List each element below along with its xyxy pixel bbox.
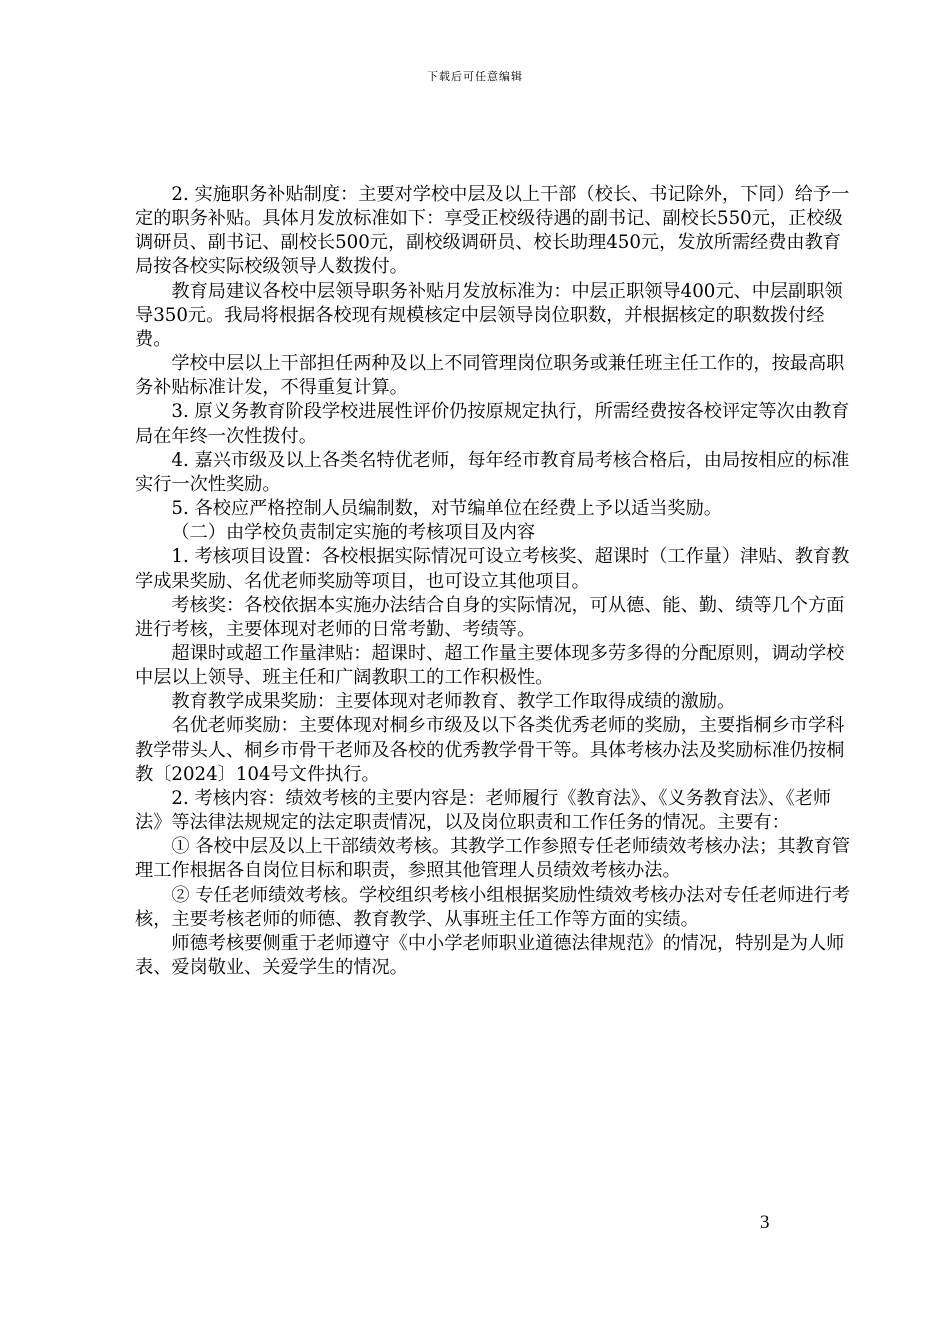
paragraph-cadre-assessment: ① 各校中层及以上干部绩效考核。其教学工作参照专任老师绩效考核办法；其教育管理工作根据各自岗位目标和职责，参照其他管理人员绩效考核办法。 xyxy=(135,836,851,882)
paragraph-assessment-bonus: 考核奖：各校依据本实施办法结合自身的实际情况，可从德、能、勤、绩等几个方面进行考核，主要体现对老师的日常考勤、考绩等。 xyxy=(135,594,845,640)
paragraph-developmental-evaluation: 3. 原义务教育阶段学校进展性评价仍按原规定执行，所需经费按各校评定等次由教育局在年终一次性拨付。 xyxy=(135,401,850,447)
paragraph-teacher-assessment: ② 专任老师绩效考核。学校组织考核小组根据奖励性绩效考核办法对专任老师进行考核，主要考核老师的师德、教育教学、从事班主任工作等方面的实绩。 xyxy=(135,884,851,930)
page-header: 下载后可任意编辑 xyxy=(427,70,523,83)
paragraph-middle-level-allowance: 教育局建议各校中层领导职务补贴月发放标准为：中层正职领导400元、中层副职领导350元。我局将根据各校现有规模核定中层领导岗位职数，并根据核定的职数拨付经费。 xyxy=(135,280,843,350)
document-body xyxy=(135,183,855,980)
paragraph-ethics-assessment: 师德考核要侧重于老师遵守《中小学老师职业道德法律规范》的情况，特别是为人师表、爱岗敬业、关爱学生的情况。 xyxy=(135,932,845,978)
paragraph-famous-teachers: 4. 嘉兴市级及以上各类名特优老师，每年经市教育局考核合格后，由局按相应的标准实行一次性奖励。 xyxy=(135,449,850,495)
page-number: 3 xyxy=(760,1212,770,1233)
paragraph-teaching-achievement: 教育教学成果奖励：主要体现对老师教育、教学工作取得成绩的激励。 xyxy=(171,691,736,713)
paragraph-outstanding-teacher-award: 名优老师奖励：主要体现对桐乡市级及以下各类优秀老师的奖励，主要指桐乡市学科教学带头人、桐乡市骨干老师及各校的优秀教学骨干等。具体考核办法及奖励标准仍按桐教〔2024〕104号文件执行。 xyxy=(135,715,845,785)
paragraph-assessment-content: 2. 考核内容：绩效考核的主要内容是：老师履行《教育法》、《义务教育法》、《老师法》等法律法规规定的法定职责情况，以及岗位职责和工作任务的情况。主要有： xyxy=(135,787,832,834)
paragraph-assessment-items: 1. 考核项目设置：各校根据实际情况可设立考核奖、超课时（工作量）津贴、教育教学成果奖励、名优老师奖励等项目，也可设立其他项目。 xyxy=(135,546,850,592)
paragraph-staffing-control: 5. 各校应严格控制人员编制数，对节编单位在经费上予以适当奖励。 xyxy=(171,498,722,520)
paragraph-overtime-allowance: 超课时或超工作量津贴：超课时、超工作量主要体现多劳多得的分配原则，调动学校中层以上领导、班主任和广阔教职工的工作积极性。 xyxy=(135,642,845,689)
paragraph-duty-allowance: 2. 实施职务补贴制度：主要对学校中层及以上干部（校长、书记除外，下同）给予一定的职务补贴。具体月发放标准如下：享受正校级待遇的副书记、副校长550元，正校级调研员、副书记、副校长500元，副校级调研员、校长助理450元，发放所需经费由教育局按各校实际校级领导人数拨付。 xyxy=(135,184,850,278)
section-heading-school-assessment: （二）由学校负责制定实施的考核项目及内容 xyxy=(171,522,536,544)
paragraph-multiple-posts: 学校中层以上干部担任两种及以上不同管理岗位职务或兼任班主任工作的，按最高职务补贴标准计发，不得重复计算。 xyxy=(135,353,845,399)
